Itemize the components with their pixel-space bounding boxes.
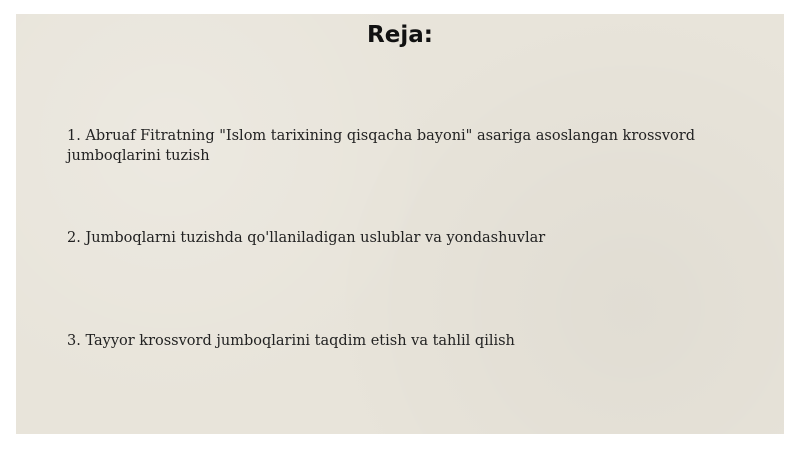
slide [16, 14, 784, 434]
plan-item-1: 1. Abruaf Fitratning "Islom tarixining qisqacha bayoni" asariga asoslangan krossvord jumboqlarini tuzish [67, 128, 696, 164]
plan-item-2: 2. Jumboqlarni tuzishda qo'llaniladigan uslublar va yondashuvlar [67, 230, 546, 246]
slide-title: Reja: [367, 22, 433, 48]
plan-item-3: 3. Tayyor krossvord jumboqlarini taqdim etish va tahlil qilish [67, 333, 515, 349]
